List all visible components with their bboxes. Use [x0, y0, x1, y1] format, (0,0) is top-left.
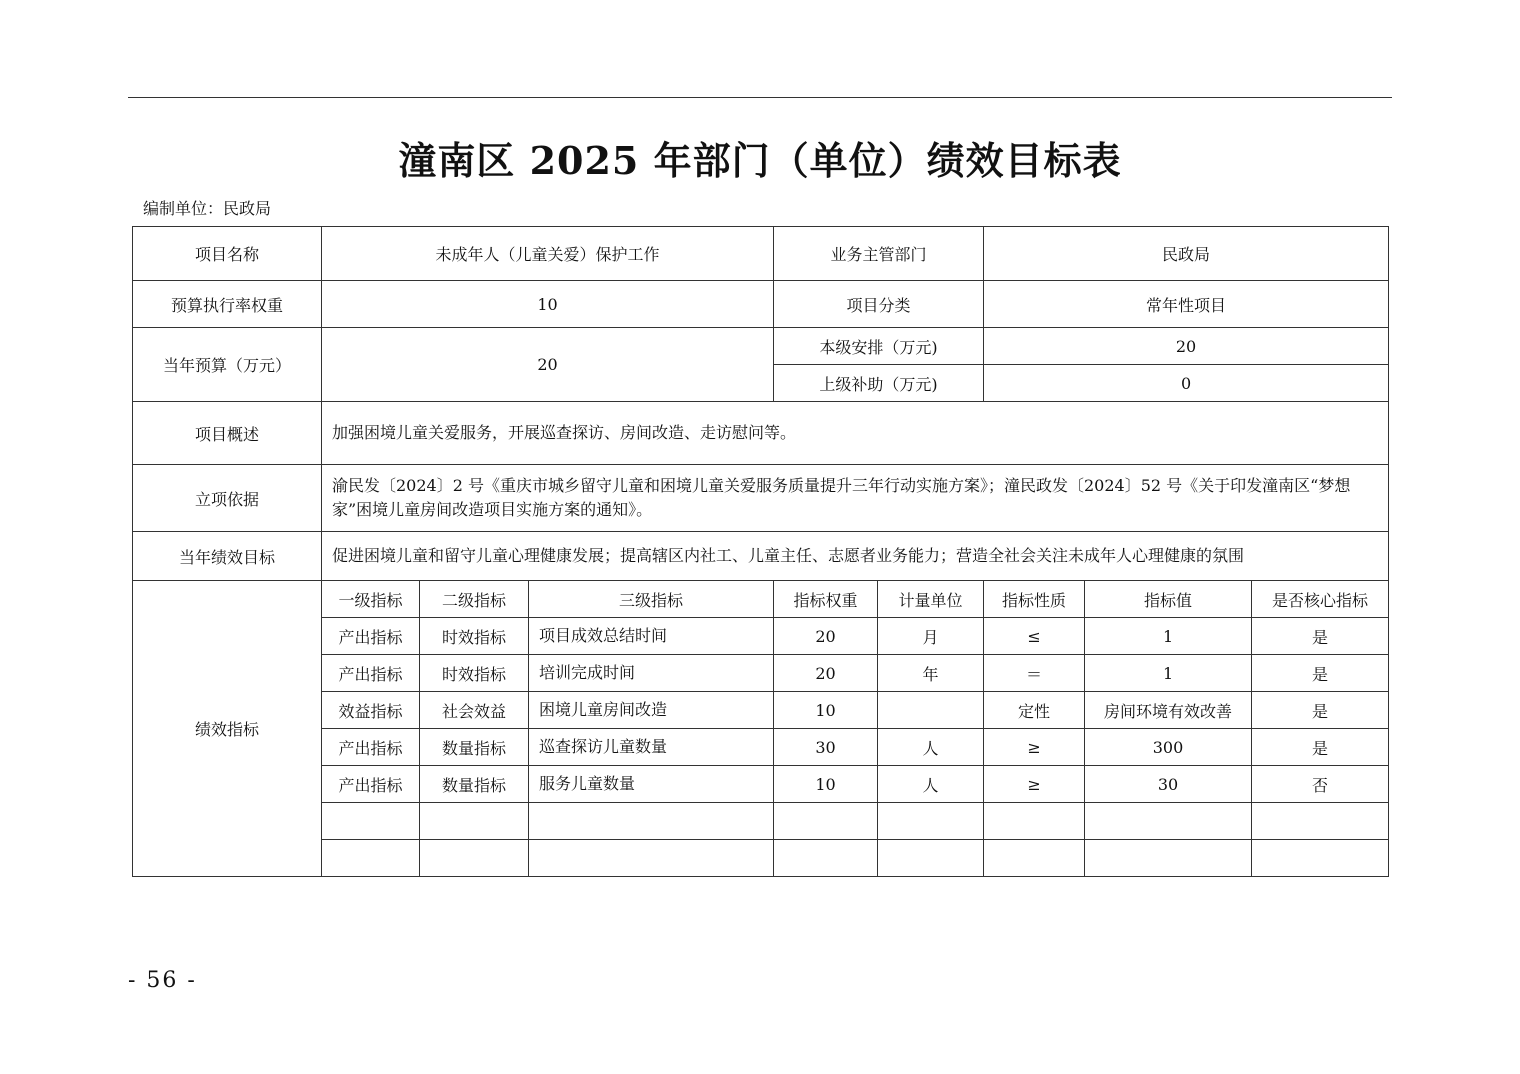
indicator-cell: [878, 840, 984, 877]
indicator-cell: [774, 840, 878, 877]
indicator-cell: 巡查探访儿童数量: [529, 729, 774, 766]
indicator-cell: [1085, 803, 1252, 840]
indicator-cell: 社会效益: [420, 692, 529, 729]
indicator-cell: [984, 840, 1085, 877]
indicator-cell: [1252, 840, 1389, 877]
indicator-cell: [420, 803, 529, 840]
indicator-cell: 10: [774, 766, 878, 803]
indicator-cell: 人: [878, 766, 984, 803]
category-label: 项目分类: [774, 281, 984, 328]
indicator-row: [133, 655, 1389, 692]
indicator-cell: 数量指标: [420, 766, 529, 803]
basis-text: 渝民发〔2024〕2 号《重庆市城乡留守儿童和困境儿童关爱服务质量提升三年行动实施方案》；潼民政发〔2024〕52 号《关于印发潼南区“梦想家”困境儿童房间改造项目实施方案的通知》。: [322, 465, 1389, 532]
indicator-cell: 人: [878, 729, 984, 766]
indicator-cell: 是: [1252, 618, 1389, 655]
overview-label: 项目概述: [133, 402, 322, 465]
indicator-cell: [529, 840, 774, 877]
indicator-cell: ＝: [984, 655, 1085, 692]
indicator-cell: 30: [774, 729, 878, 766]
indicator-cell: 月: [878, 618, 984, 655]
indicator-cell: 数量指标: [420, 729, 529, 766]
page-number: - 56 -: [128, 968, 197, 993]
indicator-cell: [984, 803, 1085, 840]
budget-rate-label: 预算执行率权重: [133, 281, 322, 328]
indicator-cell: [878, 803, 984, 840]
performance-table: [132, 226, 1389, 877]
indicator-cell: 是: [1252, 692, 1389, 729]
indicator-cell: 20: [774, 655, 878, 692]
local-budget-value: 20: [984, 328, 1389, 365]
indicator-cell: 时效指标: [420, 655, 529, 692]
annual-budget-value: 20: [322, 328, 774, 402]
indicator-cell: 10: [774, 692, 878, 729]
indicator-cell: ≥: [984, 766, 1085, 803]
indicator-cell: 定性: [984, 692, 1085, 729]
indicator-cell: 产出指标: [322, 655, 420, 692]
overview-text: 加强困境儿童关爱服务，开展巡查探访、房间改造、走访慰问等。: [322, 402, 1389, 465]
indicator-cell: 产出指标: [322, 618, 420, 655]
indicator-cell: 产出指标: [322, 729, 420, 766]
dept-value: 民政局: [984, 227, 1389, 281]
indicator-cell: 是: [1252, 655, 1389, 692]
indicator-cell: 1: [1085, 655, 1252, 692]
indicator-cell: [529, 803, 774, 840]
indicator-column-header: 二级指标: [420, 581, 529, 618]
superior-budget-label: 上级补助（万元): [774, 365, 984, 402]
indicator-cell: 1: [1085, 618, 1252, 655]
indicator-cell: 效益指标: [322, 692, 420, 729]
indicator-column-header: 指标权重: [774, 581, 878, 618]
page-title: 潼南区 2025 年部门（单位）绩效目标表: [398, 138, 1122, 183]
project-name-label: 项目名称: [133, 227, 322, 281]
indicator-row: [133, 692, 1389, 729]
local-budget-label: 本级安排（万元): [774, 328, 984, 365]
indicator-cell: 年: [878, 655, 984, 692]
indicator-cell: [1085, 840, 1252, 877]
indicator-column-header: 三级指标: [529, 581, 774, 618]
indicator-column-header: 一级指标: [322, 581, 420, 618]
indicator-cell: 困境儿童房间改造: [529, 692, 774, 729]
indicator-cell: 房间环境有效改善: [1085, 692, 1252, 729]
indicator-cell: 20: [774, 618, 878, 655]
indicator-column-header: 指标性质: [984, 581, 1085, 618]
goal-label: 当年绩效目标: [133, 532, 322, 581]
indicator-column-header: 计量单位: [878, 581, 984, 618]
indicator-cell: [322, 840, 420, 877]
category-value: 常年性项目: [984, 281, 1389, 328]
indicator-cell: 培训完成时间: [529, 655, 774, 692]
indicator-cell: 是: [1252, 729, 1389, 766]
basis-label: 立项依据: [133, 465, 322, 532]
indicator-cell: [1252, 803, 1389, 840]
budget-rate-value: 10: [322, 281, 774, 328]
header-rule: [128, 97, 1392, 98]
indicator-empty-row: [133, 840, 1389, 877]
indicator-cell: ≥: [984, 729, 1085, 766]
indicator-column-header: 指标值: [1085, 581, 1252, 618]
indicator-row: [133, 729, 1389, 766]
project-name-value: 未成年人（儿童关爱）保护工作: [322, 227, 774, 281]
indicator-cell: 30: [1085, 766, 1252, 803]
indicator-cell: 否: [1252, 766, 1389, 803]
indicator-cell: [774, 803, 878, 840]
indicator-row: [133, 618, 1389, 655]
indicator-cell: 产出指标: [322, 766, 420, 803]
indicator-cell: 300: [1085, 729, 1252, 766]
dept-label: 业务主管部门: [774, 227, 984, 281]
indicator-cell: 时效指标: [420, 618, 529, 655]
indicator-empty-row: [133, 803, 1389, 840]
indicators-section-label: 绩效指标: [133, 581, 322, 877]
indicator-column-header: 是否核心指标: [1252, 581, 1389, 618]
superior-budget-value: 0: [984, 365, 1389, 402]
indicator-cell: ≤: [984, 618, 1085, 655]
indicator-cell: 服务儿童数量: [529, 766, 774, 803]
indicator-row: [133, 766, 1389, 803]
indicator-cell: [878, 692, 984, 729]
org-label: 编制单位：民政局: [143, 199, 272, 218]
indicator-cell: [322, 803, 420, 840]
indicator-cell: 项目成效总结时间: [529, 618, 774, 655]
indicator-cell: [420, 840, 529, 877]
annual-budget-label: 当年预算（万元）: [133, 328, 322, 402]
goal-text: 促进困境儿童和留守儿童心理健康发展；提高辖区内社工、儿童主任、志愿者业务能力；营造全社会关注未成年人心理健康的氛围: [322, 532, 1389, 581]
